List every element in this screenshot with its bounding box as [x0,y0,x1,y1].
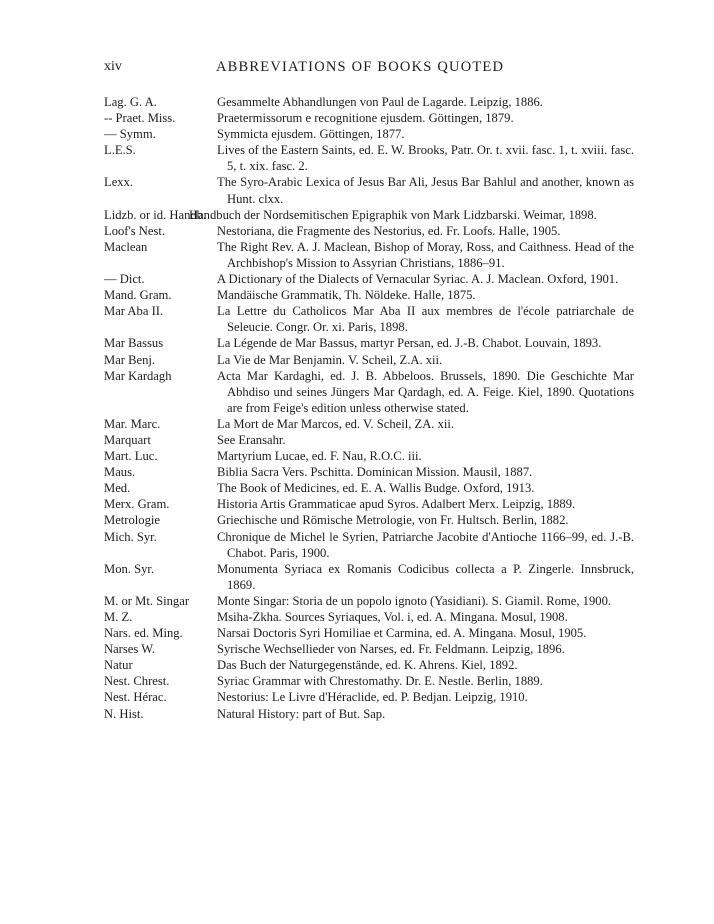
abbreviation-term: — Symm. [104,127,156,142]
abbreviation-description: The Syro-Arabic Lexica of Jesus Bar Ali, Jesus Bar Bahlul and another, known as Hunt. clxx. [217,175,634,206]
abbreviation-description: Monte Singar: Storia de un popolo ignoto (Yasidiani). S. Giamil. Rome, 1900. [217,593,612,608]
abbreviation-description: A Dictionary of the Dialects of Vernacular Syriac. A. J. Maclean. Oxford, 1901. [217,272,619,287]
abbreviation-term: Lexx. [104,175,134,190]
abbreviation-entry [104,529,634,561]
abbreviation-term: Loof's Nest. [104,223,166,238]
abbreviation-description: Syriac Grammar with Chrestomathy. Dr. E. Nestle. Berlin, 1889. [217,674,543,689]
abbreviation-term: Merx. Gram. [104,497,170,512]
abbreviation-term: Nest. Hérac. [104,690,167,705]
abbreviation-description: Griechische und Römische Metrologie, von Fr. Hultsch. Berlin, 1882. [217,513,569,528]
abbreviation-description: Acta Mar Kardaghi, ed. J. B. Abbeloos. Brussels, 1890. Die Geschichte Mar Abhdiso und seines Jüngers Mar Qardagh, ed. A. Feige. Kiel, 1890. Quotations are from Feige's edition unless otherwise stated. [217,368,634,415]
abbreviation-entry [104,689,634,705]
page-header [104,59,634,79]
abbreviation-entry [104,223,634,239]
abbreviation-entry [104,706,634,722]
abbreviation-description: Gesammelte Abhandlungen von Paul de Lagarde. Leipzig, 1886. [217,95,543,109]
abbreviation-entry [104,174,634,206]
abbreviation-description: Monumenta Syriaca ex Romanis Codicibus collecta a P. Zingerle. Innsbruck, 1869. [217,561,634,592]
abbreviation-description: La Légende de Mar Bassus, martyr Persan, ed. J.-B. Chabot. Louvain, 1893. [217,336,602,351]
abbreviation-term: Mar Benj. [104,352,156,367]
abbreviation-term: Metrologie [104,513,160,528]
abbreviation-term: Maclean [104,239,148,254]
abbreviation-term: M. or Mt. Singar [104,593,190,608]
abbreviation-entry [104,609,634,625]
abbreviation-description: See Eransahr. [217,432,286,447]
abbreviation-entry [104,641,634,657]
abbreviation-entry [104,271,634,287]
abbreviation-entry [104,496,634,512]
abbreviation-list [104,94,634,722]
abbreviation-entry [104,673,634,689]
abbreviation-entry [104,416,634,432]
abbreviation-description: Biblia Sacra Vers. Pschitta. Dominican Mission. Mausil, 1887. [217,465,533,480]
abbreviation-entry [104,110,634,126]
abbreviation-description: Narsai Doctoris Syri Homiliae et Carmina, ed. A. Mingana. Mosul, 1905. [217,626,587,641]
running-head: ABBREVIATIONS OF BOOKS QUOTED [216,59,505,75]
abbreviation-term: Mand. Gram. [104,288,172,303]
abbreviation-description: Nestorius: Le Livre d'Héraclide, ed. P. Bedjan. Leipzig, 1910. [217,690,528,705]
abbreviation-term: Mar Bassus [104,336,164,351]
abbreviation-description: La Mort de Mar Marcos, ed. V. Scheil, ZA. xii. [217,416,455,431]
abbreviation-entry [104,432,634,448]
abbreviation-entry [104,512,634,528]
abbreviation-description: The Book of Medicines, ed. E. A. Wallis Budge. Oxford, 1913. [217,481,535,496]
abbreviation-term: — Dict. [104,272,145,287]
abbreviation-term: Mon. Syr. [104,561,155,576]
abbreviation-term: Maus. [104,465,136,480]
abbreviation-term: Nars. ed. Ming. [104,626,183,641]
abbreviation-term: Mar. Marc. [104,416,161,431]
abbreviation-term: Mar Kardagh [104,368,172,383]
abbreviation-term: -- Praet. Miss. [104,111,176,126]
abbreviation-term: Mich. Syr. [104,529,157,544]
abbreviation-entry [104,303,634,335]
abbreviation-description: La Vie de Mar Benjamin. V. Scheil, Z.A. xii. [217,352,443,367]
abbreviation-entry [104,287,634,303]
abbreviation-term: M. Z. [104,610,133,624]
abbreviation-entry [104,239,634,271]
abbreviation-entry [104,94,634,110]
abbreviation-entry [104,480,634,496]
abbreviation-description: Nestoriana, die Fragmente des Nestorius, ed. Fr. Loofs. Halle, 1905. [217,223,561,238]
abbreviation-entry [104,593,634,609]
abbreviation-term: Natur [104,658,133,673]
abbreviation-entry [104,464,634,480]
abbreviation-term: Nest. Chrest. [104,674,170,689]
abbreviation-description: Msiha-Zkha. Sources Syriaques, Vol. i, ed. A. Mingana. Mosul, 1908. [217,610,568,624]
abbreviation-description: Das Buch der Naturgegenstände, ed. K. Ahrens. Kiel, 1892. [217,658,518,673]
abbreviation-entry [104,657,634,673]
abbreviation-description: Lives of the Eastern Saints, ed. E. W. Brooks, Patr. Or. t. xvii. fasc. 1, t. xviii. fasc. 5, t. xix. fasc. 2. [217,143,634,174]
abbreviation-term: Lidzb. or id. Handb. [104,207,207,222]
abbreviation-term: Mart. Luc. [104,449,158,464]
abbreviation-entry [104,142,634,174]
abbreviation-term: Mar Aba II. [104,304,164,319]
abbreviation-description: Mandäische Grammatik, Th. Nöldeke. Halle, 1875. [217,288,476,303]
abbreviation-entry [104,335,634,351]
abbreviation-term: N. Hist. [104,706,144,721]
abbreviation-description: Martyrium Lucae, ed. F. Nau, R.O.C. iii. [217,449,422,464]
abbreviation-description: La Lettre du Catholicos Mar Aba II aux membres de l'école patriarchale de Seleucie. Congr. Or. xi. Paris, 1898. [217,304,634,335]
abbreviation-entry [104,352,634,368]
abbreviation-term: Med. [104,481,131,496]
abbreviation-entry [104,126,634,142]
abbreviation-entry [104,368,634,416]
abbreviation-description: Syrische Wechsellieder von Narses, ed. Fr. Feldmann. Leipzig, 1896. [217,642,565,657]
abbreviation-description: Chronique de Michel le Syrien, Patriarche Jacobite d'Antioche 1166–99, ed. J.-B. Chabot. Paris, 1900. [217,529,634,560]
abbreviation-description: The Right Rev. A. J. Maclean, Bishop of Moray, Ross, and Caithness. Head of the Archbishop's Mission to Assyrian Christians, 1886–91. [217,239,634,270]
abbreviation-description: Handbuch der Nordsemitischen Epigraphik von Mark Lidzbarski. Weimar, 1898. [189,207,597,222]
abbreviation-description: Symmicta ejusdem. Göttingen, 1877. [217,127,405,142]
abbreviation-description: Natural History: part of But. Sap. [217,706,386,721]
abbreviation-entry [104,625,634,641]
abbreviation-term: Narses W. [104,642,156,657]
abbreviation-description: Praetermissorum e recognitione ejusdem. Göttingen, 1879. [217,111,514,126]
abbreviation-entry [104,561,634,593]
abbreviation-entry [104,448,634,464]
abbreviation-term: L.E.S. [104,143,136,158]
abbreviation-entry [104,207,634,223]
abbreviation-description: Historia Artis Grammaticae apud Syros. Adalbert Merx. Leipzig, 1889. [217,497,576,512]
page-number: xiv [104,59,122,74]
abbreviation-term: Lag. G. A. [104,95,157,109]
abbreviation-term: Marquart [104,432,151,447]
